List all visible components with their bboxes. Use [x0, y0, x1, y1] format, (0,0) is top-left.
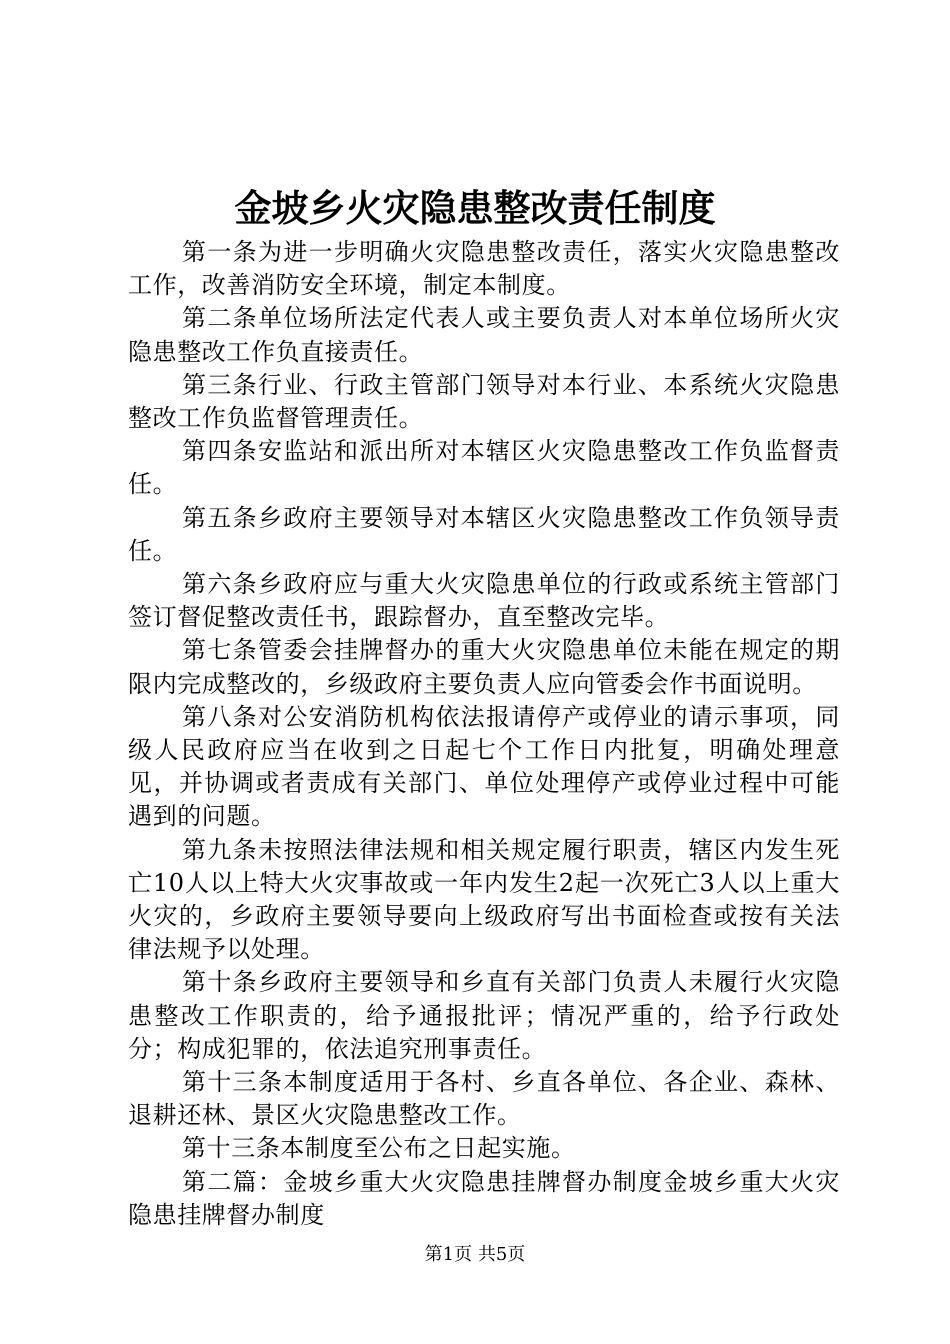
- page-footer: 第1页 共5页: [424, 1244, 526, 1265]
- article-13-scope: 第十三条本制度适用于各村、乡直各单位、各企业、森林、退耕还林、景区火灾隐患整改工作。: [128, 1068, 840, 1130]
- article-2: 第二条单位场所法定代表人或主要负责人对本单位场所火灾隐患整改工作负直接责任。: [128, 304, 840, 366]
- article-4: 第四条安监站和派出所对本辖区火灾隐患整改工作负监督责任。: [128, 437, 840, 499]
- article-6: 第六条乡政府应与重大火灾隐患单位的行政或系统主管部门签订督促整改责任书，跟踪督办，直至整改完毕。: [128, 570, 840, 632]
- article-1: 第一条为进一步明确火灾隐患整改责任，落实火灾隐患整改工作，改善消防安全环境，制定本制度。: [128, 238, 840, 300]
- second-chapter-heading: 第二篇：金坡乡重大火灾隐患挂牌督办制度金坡乡重大火灾隐患挂牌督办制度: [128, 1167, 840, 1229]
- document-title: 金坡乡火灾隐患整改责任制度: [234, 186, 716, 230]
- article-3: 第三条行业、行政主管部门领导对本行业、本系统火灾隐患整改工作负监督管理责任。: [128, 370, 840, 433]
- article-7: 第七条管委会挂牌督办的重大火灾隐患单位未能在规定的期限内完成整改的，乡级政府主要负责人应向管委会作书面说明。: [128, 636, 840, 698]
- document-body: [128, 236, 840, 1232]
- article-13-effective: 第十三条本制度至公布之日起实施。: [182, 1134, 576, 1163]
- article-10: 第十条乡政府主要领导和乡直有关部门负责人未履行火灾隐患整改工作职责的，给予通报批评；情况严重的，给予行政处分；构成犯罪的，依法追究刑事责任。: [128, 968, 840, 1063]
- article-5: 第五条乡政府主要领导对本辖区火灾隐患整改工作负领导责任。: [128, 503, 840, 565]
- article-9: 第九条未按照法律法规和相关规定履行职责，辖区内发生死亡10人以上特大火灾事故或一年内发生2起一次死亡3人以上重大火灾的，乡政府主要领导要向上级政府写出书面检查或按有关法律法规予以处理。: [128, 835, 840, 964]
- article-8: 第八条对公安消防机构依法报请停产或停业的请示事项，同级人民政府应当在收到之日起七个工作日内批复，明确处理意见，并协调或者责成有关部门、单位处理停产或停业过程中可能遇到的问题。: [128, 702, 840, 831]
